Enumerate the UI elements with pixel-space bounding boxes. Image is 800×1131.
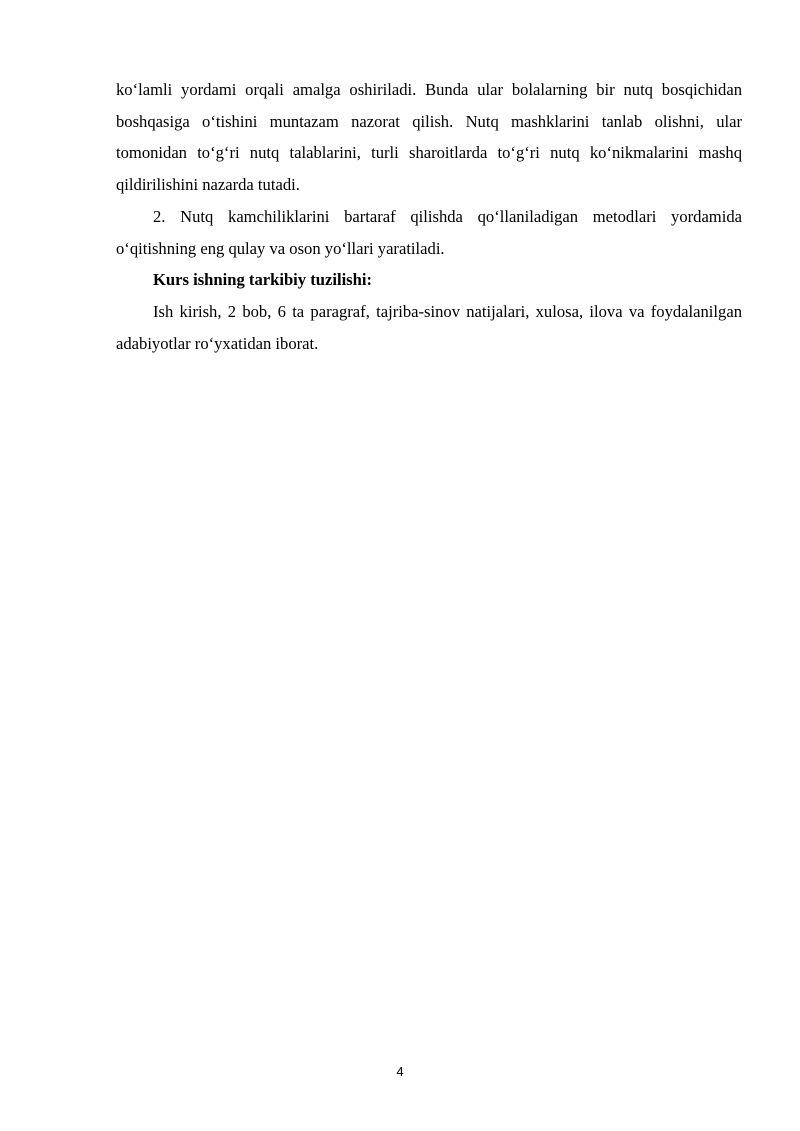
paragraph-numbered-2: 2. Nutq kamchiliklarini bartaraf qilishda qo‘llaniladigan metodlari yordamida o‘qitishning eng qulay va oson yo‘llari yaratiladi. [116,206,742,258]
section-heading: Kurs ishning tarkibiy tuzilishi: [153,270,373,290]
paragraph-continuation: ko‘lamli yordami orqali amalga oshiriladi. Bunda ular bolalarning bir nutq bosqichidan boshqasiga o‘tishini muntazam nazorat qilish. Nutq mashklarini tanlab olishni, ular tomonidan to‘g‘ri nutq talablarini, turli sharoitlarda to‘g‘ri nutq ko‘nikmalarini mashq qildirilishini nazarda tutadi. [116,80,742,195]
page-number: 4 [396,1064,404,1079]
page-content [116,74,742,359]
paragraph-structure: Ish kirish, 2 bob, 6 ta paragraf, tajriba-sinov natijalari, xulosa, ilova va foydalanilgan adabiyotlar ro‘yxatidan iborat. [116,301,742,353]
